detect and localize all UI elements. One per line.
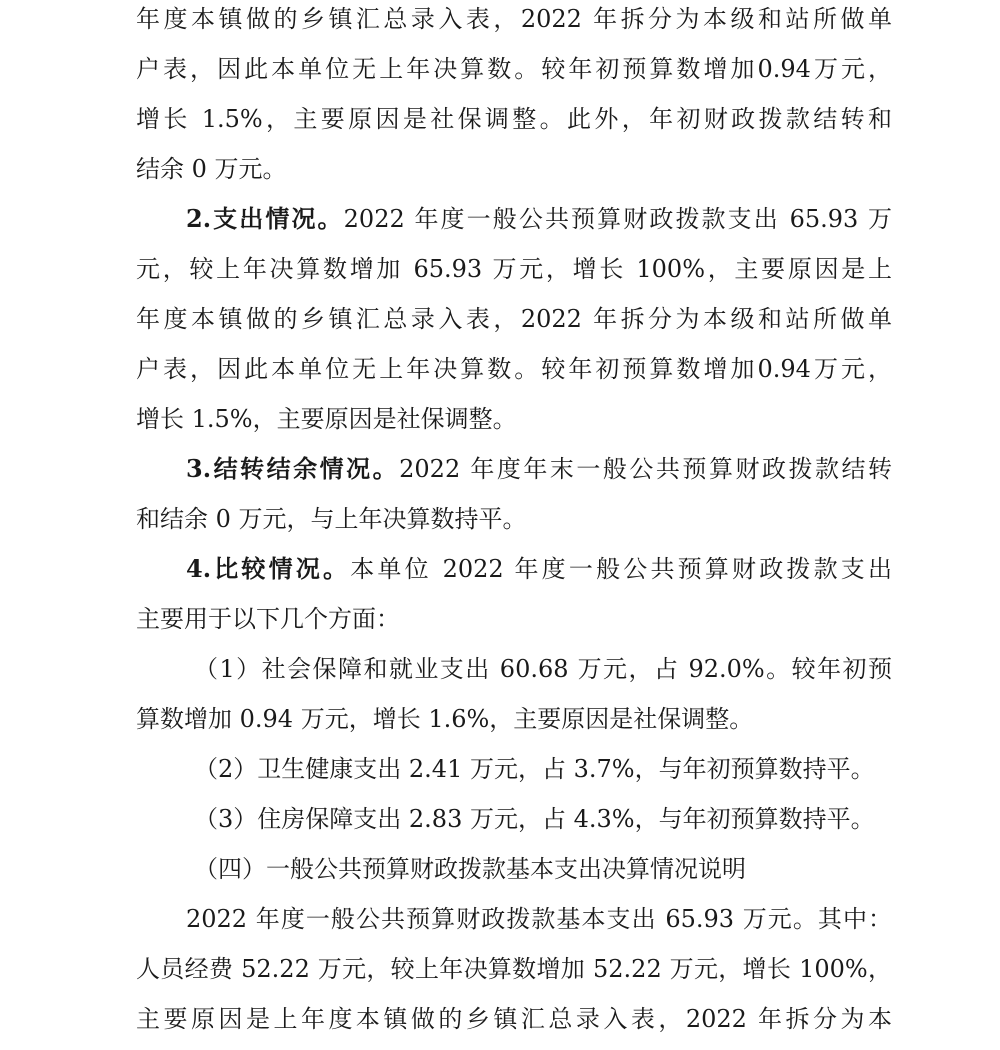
paragraph-text: 2022 年度一般公共预算财政拨款支出 65.93 万	[343, 205, 893, 233]
paragraph-line: 年度本镇做的乡镇汇总录入表，2022 年拆分为本级和站所做单	[136, 305, 892, 333]
paragraph-line: 户表，因此本单位无上年决算数。较年初预算数增加0.94万元，	[136, 55, 892, 83]
section-heading: 3.结转结余情况。	[186, 454, 400, 483]
section-expenditure-line	[186, 200, 892, 250]
paragraph-line: 元，较上年决算数增加 65.93 万元，增长 100%，主要原因是上	[136, 255, 892, 283]
section-balance-line	[186, 450, 892, 500]
list-item-social-security: （1）社会保障和就业支出 60.68 万元，占 92.0%。较年初预	[194, 655, 892, 683]
section-title-basic-expenditure: （四）一般公共预算财政拨款基本支出决算情况说明	[194, 855, 746, 883]
paragraph-line: 结余 0 万元。	[136, 155, 287, 183]
list-item-health: （2）卫生健康支出 2.41 万元，占 3.7%，与年初预算数持平。	[194, 755, 875, 783]
paragraph-text: 2022 年度年末一般公共预算财政拨款结转	[399, 455, 892, 483]
paragraph-line: 增长 1.5%，主要原因是社保调整。	[136, 405, 517, 433]
paragraph-line: 和结余 0 万元，与上年决算数持平。	[136, 505, 527, 533]
section-heading: 2.支出情况。	[186, 204, 344, 233]
paragraph-line: 增长 1.5%，主要原因是社保调整。此外，年初财政拨款结转和	[136, 105, 892, 133]
paragraph-line: 主要用于以下几个方面：	[136, 605, 400, 633]
list-item-housing: （3）住房保障支出 2.83 万元，占 4.3%，与年初预算数持平。	[194, 805, 875, 833]
paragraph-line: 人员经费 52.22 万元，较上年决算数增加 52.22 万元，增长 100%，	[136, 955, 892, 983]
section-comparison-line	[186, 550, 892, 600]
paragraph-line: 主要原因是上年度本镇做的乡镇汇总录入表，2022 年拆分为本	[136, 1005, 892, 1033]
paragraph-line: 年度本镇做的乡镇汇总录入表，2022 年拆分为本级和站所做单	[136, 5, 892, 33]
paragraph-line: 2022 年度一般公共预算财政拨款基本支出 65.93 万元。其中：	[186, 905, 892, 933]
section-heading: 4.比较情况。	[186, 554, 351, 583]
paragraph-line: 户表，因此本单位无上年决算数。较年初预算数增加0.94万元，	[136, 355, 892, 383]
paragraph-text: 本单位 2022 年度一般公共预算财政拨款支出	[350, 555, 892, 583]
paragraph-line: 算数增加 0.94 万元，增长 1.6%，主要原因是社保调整。	[136, 705, 754, 733]
